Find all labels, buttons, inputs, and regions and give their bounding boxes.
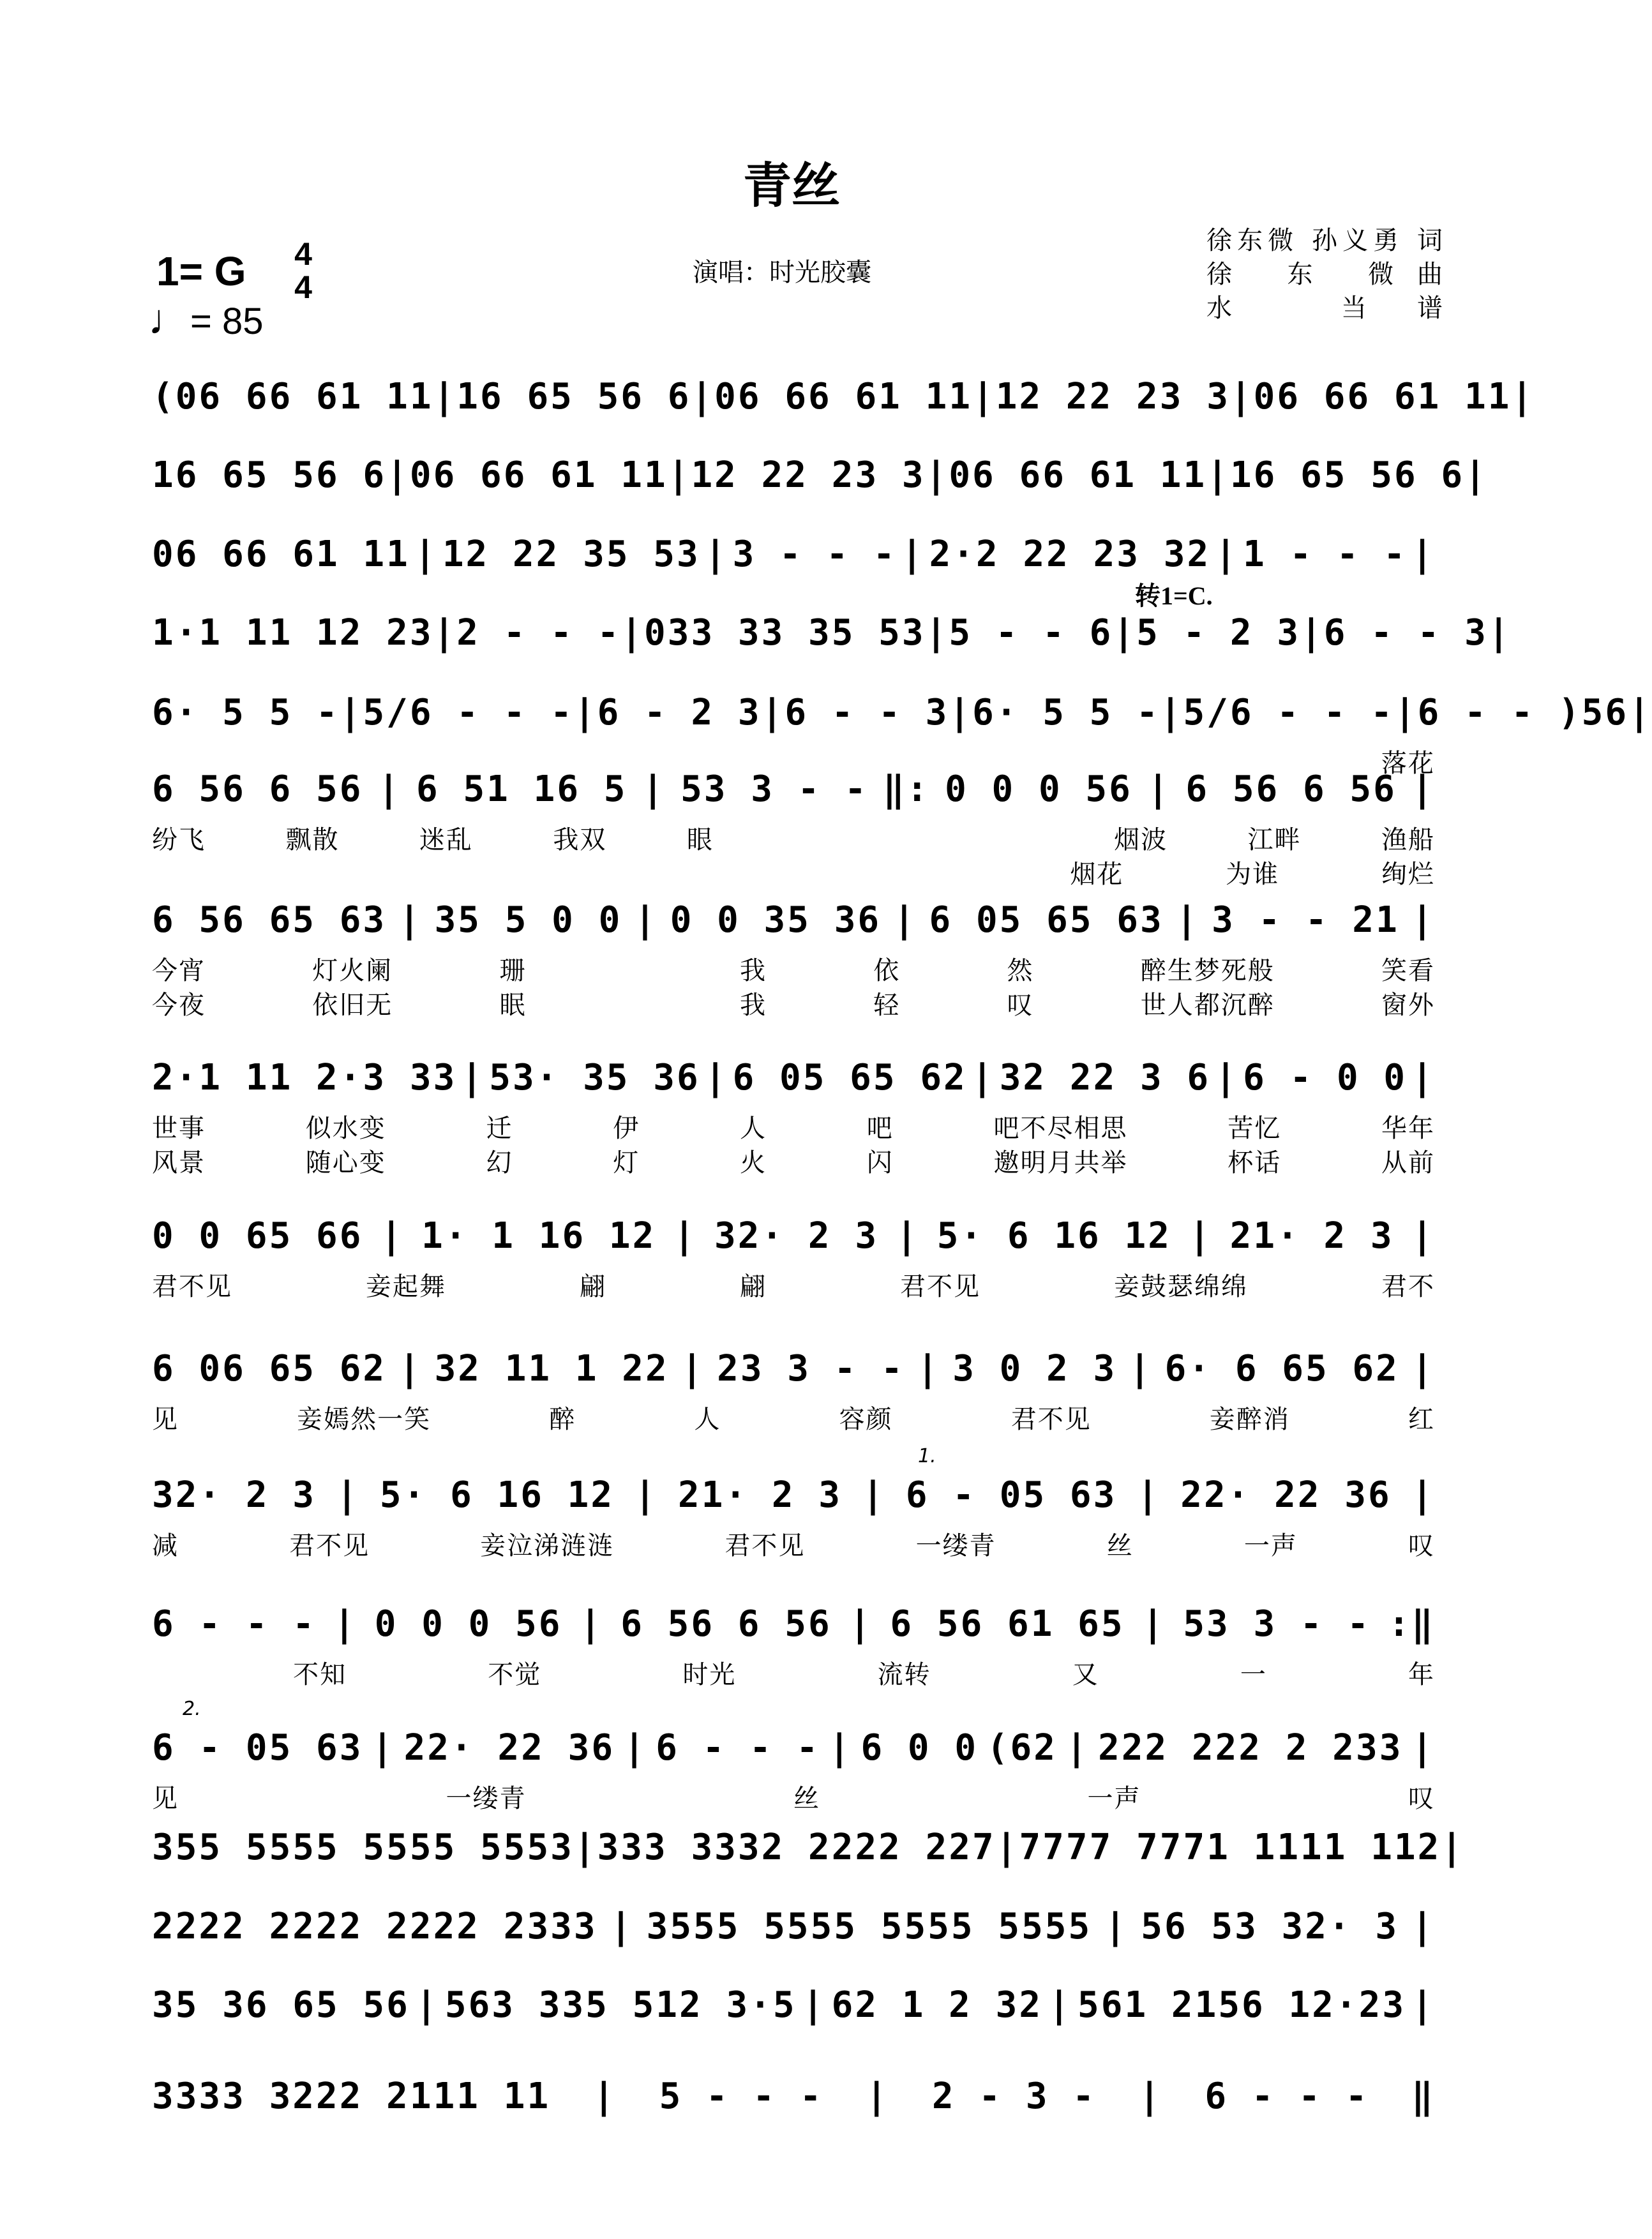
lyric-syllable: 轻: [873, 991, 901, 1020]
lyric-syllable: 为谁: [1226, 860, 1280, 889]
score-line: [152, 1200, 1435, 1301]
note-group: 5/6 - - -: [363, 692, 574, 733]
lyric-syllable: 不觉: [488, 1660, 542, 1689]
lyric-syllable: 醉生梦死般: [1140, 956, 1275, 985]
note-group: 12 22 23 3: [995, 376, 1230, 417]
bar-line: |: [1411, 1474, 1435, 1516]
note-group: 12 22 23 3: [691, 454, 926, 496]
lyric-syllable: 随心变: [305, 1148, 386, 1178]
note-group: 6 - - ): [1417, 692, 1582, 733]
bar-line: |: [893, 899, 917, 941]
note-group: 6 - - -: [656, 1727, 820, 1769]
note-group: 6 06 65 62: [152, 1348, 387, 1389]
bar-line: |: [1411, 1215, 1435, 1257]
tempo-value: = 85: [190, 301, 264, 342]
bar-line: |: [380, 1215, 404, 1257]
note-group: 32 11 1 22: [434, 1348, 669, 1389]
lyric-syllable: 叹: [1408, 1531, 1435, 1561]
note-group: 53 3 - -: [1183, 1603, 1371, 1645]
lyric-syllable: 邀明月共举: [993, 1148, 1128, 1178]
note-group: 06 66 61 11: [714, 376, 973, 417]
note-group: 6 56 6 56: [620, 1603, 832, 1645]
lyric-syllable: 杯话: [1228, 1148, 1282, 1178]
note-group: 35 5 0 0: [434, 899, 622, 941]
bar-line: |: [971, 1057, 995, 1098]
note-group: 16 65 56 6: [1229, 454, 1465, 496]
note-group: 6 05 65 63: [929, 899, 1164, 941]
lyrics-verse-1: [152, 1108, 1435, 1144]
bar-line: |: [704, 1057, 728, 1098]
lyric-syllable: 落花: [1381, 749, 1435, 778]
lyric-syllable: 醉: [549, 1405, 576, 1434]
score-line: [152, 1588, 1435, 1689]
bar-line: |: [377, 768, 402, 810]
lyric-syllable: 不知: [293, 1660, 347, 1689]
bar-line: |: [1048, 1984, 1072, 2026]
song-title: 青丝: [743, 157, 840, 214]
bar-line: |: [620, 612, 645, 654]
score-line: [152, 1042, 1435, 1178]
lyric-syllable: 渔船: [1381, 825, 1435, 855]
lyric-syllable: 一缕青: [915, 1531, 996, 1561]
lyric-syllable: 灯火阑: [312, 956, 393, 985]
bar-line: |: [333, 1603, 357, 1645]
note-group: 06 66 61 11: [1253, 376, 1512, 417]
lyrics-verse-1: [152, 1266, 1435, 1303]
bar-line: |: [925, 612, 949, 654]
note-group: 6 0 0: [860, 1727, 979, 1769]
lyric-syllable: 眼: [686, 825, 714, 855]
lyric-syllable: 丝: [1106, 1531, 1134, 1561]
bar-line: |: [1142, 1603, 1166, 1645]
note-group: 6 56 65 63: [152, 899, 387, 941]
bar-line: |: [1176, 899, 1199, 941]
lyric-syllable: 迁: [486, 1114, 513, 1143]
note-group: 6 51 16 5: [416, 768, 627, 810]
volta-number: 1.: [918, 1445, 936, 1467]
note-group: 6 05 65 62: [732, 1057, 967, 1098]
bar-line: |: [917, 1348, 940, 1389]
bar-line: |: [673, 1215, 697, 1257]
singer-credit: 演唱：时光胶囊: [693, 258, 871, 287]
note-group: 1 - - -: [1243, 534, 1408, 575]
bar-line: |: [849, 1603, 873, 1645]
lyric-syllable: 君不见: [152, 1272, 232, 1301]
bar-line: |: [972, 376, 996, 417]
bar-line: |: [829, 1727, 852, 1769]
score-line: [152, 1698, 1435, 1813]
lyric-syllable: 依: [873, 956, 901, 985]
transcriber-credit: 水 当谱: [1206, 294, 1443, 323]
note-group: 5 - - 6: [949, 612, 1113, 654]
lyric-syllable: 烟波: [1114, 825, 1168, 855]
bar-line: |: [667, 454, 691, 496]
note-group: 6 - 0 0: [1243, 1057, 1408, 1098]
lyric-syllable: 人: [694, 1405, 721, 1434]
note-group: 333 3332 2222 227: [597, 1827, 996, 1868]
note-group: 1·1 11 12 23: [152, 612, 433, 654]
lyrics-verse-2: [152, 985, 1435, 1021]
bar-line: |: [866, 2076, 890, 2117]
note-group: 0 0 35 36: [670, 899, 882, 941]
note-group: 06 66 61 11: [409, 454, 668, 496]
lyric-syllable: 眠: [499, 991, 527, 1020]
bar-line: |: [1113, 612, 1137, 654]
lyric-syllable: 一声: [1087, 1784, 1141, 1813]
bar-line: :‖: [1388, 1603, 1435, 1645]
bar-line: |: [1628, 692, 1652, 733]
note-group: 62 1 2 32: [831, 1984, 1043, 2026]
bar-line: |: [995, 1827, 1019, 1868]
note-group: 3555 5555 5555 5555: [646, 1906, 1092, 1947]
lyric-syllable: 我: [740, 991, 767, 1020]
bar-line: |: [1189, 1215, 1213, 1257]
bar-line: |: [433, 376, 457, 417]
lyric-syllable: 叹: [1408, 1784, 1435, 1813]
lyric-syllable: 火: [740, 1148, 767, 1178]
note-group: 32· 2 3: [714, 1215, 879, 1257]
score-line: [152, 1445, 1435, 1561]
lyric-syllable: 翩: [580, 1272, 606, 1301]
bar-line: |: [925, 454, 949, 496]
lyric-syllable: 苦忆: [1228, 1114, 1282, 1143]
lyric-syllable: 君不见: [1010, 1405, 1092, 1434]
note-group: 6 - - 3: [1323, 612, 1488, 654]
bar-line: |: [1129, 1348, 1153, 1389]
bar-line: |: [1147, 768, 1171, 810]
bar-line: |: [1464, 454, 1488, 496]
lyric-syllable: 又: [1072, 1660, 1099, 1689]
bar-line: |: [634, 899, 658, 941]
bar-line: |: [1411, 534, 1435, 575]
bar-line: |: [1065, 1727, 1090, 1769]
note-group: 22· 22 36: [403, 1727, 615, 1769]
note-group: 56 53 32· 3: [1141, 1906, 1399, 1947]
note-group: 2 - 3 -: [931, 2076, 1096, 2117]
lyric-syllable: 妾醉消: [1209, 1405, 1290, 1434]
note-group: (06 66 61 11: [152, 376, 433, 417]
note-group: 3333 3222 2111 11: [152, 2076, 551, 2117]
lyrics-verse-1: [152, 950, 1435, 987]
bar-line: |: [1411, 1348, 1435, 1389]
lyric-syllable: 君不: [1381, 1272, 1435, 1301]
note-group: 3 - - -: [732, 534, 897, 575]
note-group: 563 335 512 3·5: [444, 1984, 797, 2026]
lyric-syllable: 我: [740, 956, 767, 985]
note-group: 3 - - 21: [1212, 899, 1399, 941]
note-group: 16 65 56 6: [456, 376, 691, 417]
bar-line: ‖:: [883, 768, 930, 810]
bar-line: |: [593, 2076, 617, 2117]
bar-line: |: [573, 692, 597, 733]
note-group: 22· 22 36: [1180, 1474, 1392, 1516]
bar-line: ‖: [1411, 2076, 1435, 2117]
lyric-syllable: 君不见: [900, 1272, 980, 1301]
note-group: 06 66 61 11: [152, 534, 410, 575]
lyric-syllable: 风景: [152, 1148, 206, 1178]
lyric-syllable: 烟花: [1070, 860, 1124, 889]
bar-line: |: [1393, 692, 1418, 733]
bar-line: |: [414, 534, 438, 575]
bar-line: |: [901, 534, 925, 575]
lyric-syllable: 飘散: [285, 825, 340, 855]
lyric-syllable: 流转: [877, 1660, 931, 1689]
note-group: 2·2 22 23 32: [929, 534, 1211, 575]
lyric-syllable: 江畔: [1247, 825, 1302, 855]
bar-line: |: [1411, 1057, 1435, 1098]
note-group: 3 0 2 3: [952, 1348, 1117, 1389]
bar-line: |: [681, 1348, 705, 1389]
note-group: 6 - - -: [152, 1603, 317, 1645]
note-group: 6 - 05 63: [152, 1727, 363, 1769]
lyric-syllable: 减: [152, 1531, 179, 1561]
bar-line: |: [949, 692, 973, 733]
bar-line: |: [623, 1727, 647, 1769]
lyric-syllable: 幻: [486, 1148, 513, 1178]
bar-line: |: [896, 1215, 920, 1257]
volta-number: 2.: [183, 1698, 201, 1720]
beam-marks: [152, 1969, 1435, 2065]
note-group: 23 3 - -: [717, 1348, 905, 1389]
note-group: 6 56 6 56: [1185, 768, 1397, 810]
lyric-syllable: 妾嫣然一笑: [297, 1405, 432, 1434]
note-group: 6· 6 65 62: [1164, 1348, 1399, 1389]
bar-line: |: [580, 1603, 603, 1645]
key-change-mark: 转1=C.: [1135, 581, 1213, 610]
note-group: 32· 2 3: [152, 1474, 317, 1516]
bar-line: |: [1206, 454, 1230, 496]
bar-line: |: [1411, 1984, 1435, 2026]
note-group: 21· 2 3: [677, 1474, 842, 1516]
bar-line: |: [1104, 1906, 1129, 1947]
note-group: 6· 5 5 -: [972, 692, 1160, 733]
bar-line: |: [1511, 376, 1535, 417]
lyric-syllable: 纷飞: [152, 825, 206, 855]
note-group: 0 0 0 56: [374, 1603, 562, 1645]
note-group: 5· 6 16 12: [379, 1474, 615, 1516]
bar-line: |: [1138, 2076, 1162, 2117]
bar-line: |: [802, 1984, 826, 2026]
lyric-syllable: 人: [740, 1114, 767, 1143]
note-group: 2·1 11 2·3 33: [152, 1057, 457, 1098]
lyric-syllable: 见: [152, 1405, 179, 1434]
note-group: 53 3 - -: [680, 768, 868, 810]
bar-line: |: [1411, 768, 1435, 810]
note-group: 16 65 56 6: [152, 454, 387, 496]
lyrics-verse-1: [152, 1525, 1435, 1562]
bar-line: |: [761, 692, 785, 733]
note-group: 5 - 2 3: [1136, 612, 1301, 654]
note-group: 222 222 2 233: [1098, 1727, 1403, 1769]
score-line: [152, 2060, 1435, 2156]
lyric-syllable: 然: [1007, 956, 1034, 985]
note-group: 1· 1 16 12: [421, 1215, 656, 1257]
note-group: 0 0 0 56: [945, 768, 1132, 810]
lyric-syllable: 今夜: [152, 991, 206, 1020]
note-group: 6 56 6 56: [152, 768, 363, 810]
lyric-syllable: 我双: [553, 825, 607, 855]
bar-line: |: [372, 1727, 395, 1769]
lyric-syllable: 妾泣涕涟涟: [480, 1531, 615, 1561]
bar-line: |: [433, 612, 457, 654]
lyric-syllable: 一声: [1243, 1531, 1298, 1561]
quarter-note-icon: ♩: [148, 296, 190, 343]
lyric-syllable: 绚烂: [1381, 860, 1435, 889]
lyric-syllable: 伊: [613, 1114, 640, 1143]
lyric-syllable: 见: [152, 1784, 179, 1813]
note-group: 56: [1581, 692, 1629, 733]
note-group: (62: [986, 1727, 1057, 1769]
bar-line: |: [610, 1906, 634, 1947]
bar-line: |: [336, 1474, 360, 1516]
note-group: 033 33 35 53: [644, 612, 926, 654]
lyric-syllable: 时光: [682, 1660, 737, 1689]
bar-line: |: [1411, 1727, 1435, 1769]
lyric-syllable: 妾鼓瑟绵绵: [1114, 1272, 1248, 1301]
note-group: 6 - - -: [1205, 2076, 1369, 2117]
bar-line: |: [642, 768, 666, 810]
note-group: 0 0 65 66: [152, 1215, 363, 1257]
bar-line: |: [1229, 376, 1254, 417]
lyric-syllable: 吧不尽相思: [993, 1114, 1128, 1143]
lyric-syllable: 年: [1408, 1660, 1435, 1689]
lyric-syllable: 红: [1408, 1405, 1435, 1434]
lyric-syllable: 叹: [1007, 991, 1034, 1020]
bar-line: |: [862, 1474, 886, 1516]
lyric-syllable: 华年: [1381, 1114, 1435, 1143]
bar-line: |: [339, 692, 363, 733]
note-group: 5· 6 16 12: [936, 1215, 1171, 1257]
key-signature: 1= G: [156, 248, 246, 294]
bar-line: |: [1441, 1827, 1465, 1868]
bar-line: |: [573, 1827, 597, 1868]
lyric-syllable: 翩: [740, 1272, 767, 1301]
bar-line: |: [1215, 534, 1238, 575]
lyric-syllable: 珊: [499, 956, 527, 985]
time-signature-top: 4: [294, 236, 312, 272]
note-group: 6· 5 5 -: [152, 692, 340, 733]
lyric-syllable: 妾起舞: [366, 1272, 446, 1301]
lyric-syllable: 依旧无: [312, 991, 393, 1020]
note-group: 5/6 - - -: [1183, 692, 1394, 733]
bar-line: |: [634, 1474, 658, 1516]
lyric-syllable: 容颜: [839, 1405, 893, 1434]
bar-line: |: [1159, 692, 1183, 733]
lyric-syllable: 窗外: [1381, 991, 1435, 1020]
note-group: 6 - 05 63: [905, 1474, 1117, 1516]
note-group: 2222 2222 2222 2333: [152, 1906, 597, 1947]
time-signature-bottom: 4: [294, 269, 312, 305]
lyric-syllable: 迷乱: [419, 825, 473, 855]
lyric-syllable: 似水变: [305, 1114, 386, 1143]
time-signature: [284, 237, 322, 304]
note-group: 35 36 65 56: [152, 1984, 410, 2026]
note-group: 5 - - -: [659, 2076, 823, 2117]
lyric-syllable: 从前: [1381, 1148, 1435, 1178]
bar-line: |: [386, 454, 410, 496]
note-group: 2 - - -: [456, 612, 621, 654]
note-group: 6 - 2 3: [597, 692, 762, 733]
note-group: 7777 7771 1111 112: [1019, 1827, 1441, 1868]
lyric-syllable: 闪: [866, 1148, 894, 1178]
bar-line: |: [461, 1057, 485, 1098]
bar-line: |: [691, 376, 715, 417]
tempo-marking: [148, 295, 264, 343]
note-group: 32 22 3 6: [999, 1057, 1211, 1098]
bar-line: |: [416, 1984, 439, 2026]
bar-line: |: [1487, 612, 1512, 654]
bar-line: |: [1136, 1474, 1160, 1516]
score-line: [152, 1969, 1435, 2065]
lyrics-verse-1: [152, 1654, 1435, 1691]
lyric-syllable: 世人都沉醉: [1140, 991, 1275, 1020]
note-group: 06 66 61 11: [949, 454, 1207, 496]
note-group: 6 - - 3: [785, 692, 949, 733]
lyric-syllable: 灯: [613, 1148, 640, 1178]
note-group: 6 56 61 65: [890, 1603, 1125, 1645]
beam-marks: [152, 2060, 1435, 2156]
bar-line: |: [398, 1348, 423, 1389]
score-line: [152, 884, 1435, 1020]
lyric-syllable: 君不见: [289, 1531, 370, 1561]
note-group: 21· 2 3: [1229, 1215, 1394, 1257]
lyric-syllable: 一: [1240, 1660, 1267, 1689]
bar-line: |: [1300, 612, 1324, 654]
lyric-syllable: 丝: [793, 1784, 820, 1813]
lyrics-verse-1: [152, 1399, 1435, 1435]
note-group: 12 22 35 53: [442, 534, 700, 575]
bar-line: |: [1215, 1057, 1238, 1098]
note-group: 561 2156 12·23: [1078, 1984, 1406, 2026]
lyric-syllable: 笑看: [1381, 956, 1435, 985]
lyric-syllable: 一缕青: [446, 1784, 527, 1813]
note-group: 355 5555 5555 5553: [152, 1827, 574, 1868]
lyrics-verse-1: [152, 820, 1435, 856]
lyric-syllable: 世事: [152, 1114, 206, 1143]
score-line: [152, 1333, 1435, 1434]
lyric-syllable: 今宵: [152, 956, 206, 985]
note-group: 53· 35 36: [489, 1057, 700, 1098]
lyric-syllable: 君不见: [725, 1531, 806, 1561]
lyrics-verse-2: [152, 1142, 1435, 1179]
bar-line: |: [1411, 899, 1435, 941]
lyric-syllable: 吧: [866, 1114, 894, 1143]
score-line: [152, 753, 1435, 889]
lyrics-verse-1: [152, 1778, 1435, 1815]
composer-credit: 徐 东 微曲: [1206, 260, 1443, 289]
bar-line: |: [704, 534, 728, 575]
bar-line: |: [398, 899, 423, 941]
bar-line: |: [1411, 1906, 1435, 1947]
lyricist-credit: 徐东微 孙义勇 词: [1206, 226, 1443, 255]
